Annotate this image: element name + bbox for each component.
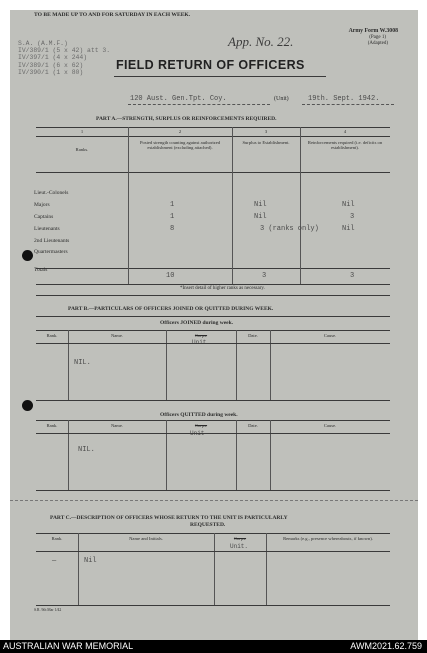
col-divider [78,533,79,605]
part-a-end-rule [36,295,390,296]
stamp-line: IV/390/1 (1 x 80) [18,68,84,76]
joined-header-rule [36,330,390,331]
col-divider [236,330,237,400]
reinf-value: Nil [342,201,355,209]
part-c-col-rank: Rank. [51,536,63,541]
rank-label: Captains [34,214,54,220]
col-number: 3 [264,129,268,134]
part-c-rank-entry: — [52,557,57,565]
quitted-bottom-rule [36,490,390,491]
part-a-totals-rule [36,268,390,269]
part-a-bottom-rule [36,284,390,285]
part-c-col-name: Name and Initials. [129,536,163,541]
archive-name: AUSTRALIAN WAR MEMORIAL [3,641,134,651]
perforation-line [10,500,418,501]
total-reinf: 3 [350,272,355,280]
form-number: Army Form W.3008 [348,28,398,34]
rank-label: Lieut.-Colonels [34,190,69,196]
stamp-block [18,40,110,76]
joined-col-cause: Cause. [323,333,337,338]
quitted-col-corps: Corps. [194,423,208,428]
joined-col-corps: Corps. [194,333,208,338]
stamp-line: S.A. (A.M.F.) [18,40,68,47]
posted-value: 1 [170,201,175,209]
print-code: S.R. 9th Mar 1/42 [34,608,62,612]
part-c-col-remarks: Remarks (e.g., presence whereabouts, if known). [283,536,373,541]
reinf-value: Nil [342,225,355,233]
quitted-entry: NIL. [78,446,95,454]
unit-label: (Unit) [274,96,289,102]
return-date: 19th. Sept. 1942. [308,95,380,103]
col-divider [270,420,271,490]
part-c-col-corps: Corps. [233,536,247,541]
col-header-posted: Posted strength counting against authorized establishment (excluding attached). [139,140,221,151]
part-c-name-entry: Nil [84,557,97,565]
col-divider [266,533,267,605]
joined-corps-typed: Unit [192,339,207,346]
totals-label: Totals [34,267,48,273]
part-b-heading: PART B.—PARTICULARS OF OFFICERS JOINED OR QUITTED DURING WEEK. [68,306,274,312]
col-divider [128,127,129,284]
col-divider [232,127,233,284]
quitted-col-rank: Rank. [46,423,58,428]
surplus-value: 3 (ranks only) [260,225,319,233]
quitted-col-cause: Cause. [323,423,337,428]
joined-col-date: Date. [248,333,258,338]
punch-hole [22,400,33,411]
title-underline [114,76,326,77]
col-header-ranks: Ranks. [75,147,89,152]
col-divider [236,420,237,490]
col-number: 1 [80,129,84,134]
part-c-col-rule [36,551,390,552]
surplus-value: Nil [254,213,267,221]
instruction-text: TO BE MADE UP TO AND FOR SATURDAY IN EACH WEEK. [34,12,191,18]
part-a-footnote: *Insert detail of higher ranks as necessary. [180,286,265,291]
appendix-handwritten: App. No. 22. [228,34,294,49]
col-divider [166,330,167,400]
rank-label: Quartermasters [34,249,68,255]
quitted-col-date: Date. [248,423,258,428]
col-number: 2 [178,129,182,134]
rank-label: 2nd Lieutenants [34,238,70,244]
part-a-rule [36,127,390,128]
col-header-reinforcements: Reinforcements required (i.e. deficits on establishment). [307,140,383,151]
page-note: (Page 1) [369,35,386,40]
part-a-heading: PART A.—STRENGTH, SURPLUS OR REINFORCEMENTS REQUIRED. [96,116,277,122]
col-divider [300,127,301,284]
part-c-corps-typed: Unit. [230,543,249,550]
stamp-line: IV/397/1 (4 x 244) [18,54,88,62]
quitted-col-rule [36,433,390,434]
col-divider [68,330,69,400]
col-divider [68,420,69,490]
date-dotted-line [302,104,394,105]
form-title: FIELD RETURN OF OFFICERS [116,58,305,72]
part-c-rule [36,533,390,534]
part-c-bottom-rule [36,605,390,606]
part-c-heading-line1: PART C.—DESCRIPTION OF OFFICERS WHOSE RETURN TO THE UNIT IS PARTICULARLY [50,515,288,521]
part-b-rule [36,316,390,317]
col-divider [270,330,271,400]
col-header-surplus: Surplus to Establishment. [242,140,290,145]
quitted-corps-typed: Unit [190,430,205,437]
archive-footer [0,640,427,653]
archive-id: AWM2021.62.759 [350,641,422,651]
posted-value: 1 [170,213,175,221]
joined-entry: NIL. [74,359,91,367]
stamp-line: IV/389/1 (5 x 42) att 3. [18,47,111,55]
part-c-heading-line2: REQUESTED. [190,522,226,528]
quitted-col-name: Name. [110,423,124,428]
unit-dotted-line [128,104,270,105]
joined-bottom-rule [36,400,390,401]
unit-name: 120 Aust. Gen.Tpt. Coy. [130,95,227,103]
col-number: 4 [343,129,347,134]
posted-value: 8 [170,225,175,233]
joined-col-rank: Rank. [46,333,58,338]
rank-label: Lieutenants [34,226,60,232]
surplus-value: Nil [254,201,267,209]
col-divider [214,533,215,605]
col-divider [166,420,167,490]
quitted-title: Officers QUITTED during week. [160,412,238,418]
total-posted: 10 [166,272,175,280]
part-a-header-bottom [36,172,390,173]
stamp-line: IV/389/1 (6 x 62) [18,61,84,69]
document-sheet [10,10,418,640]
part-a-header-rule [36,136,390,137]
rank-label: Majors [34,202,50,208]
quitted-header-rule [36,420,390,421]
total-surplus: 3 [262,272,267,280]
punch-hole [22,250,33,261]
adapted-note: (Adapted) [367,41,388,46]
joined-col-name: Name. [110,333,124,338]
reinf-value: 3 [350,213,355,221]
joined-col-rule [36,343,390,344]
joined-title: Officers JOINED during week. [160,320,234,326]
